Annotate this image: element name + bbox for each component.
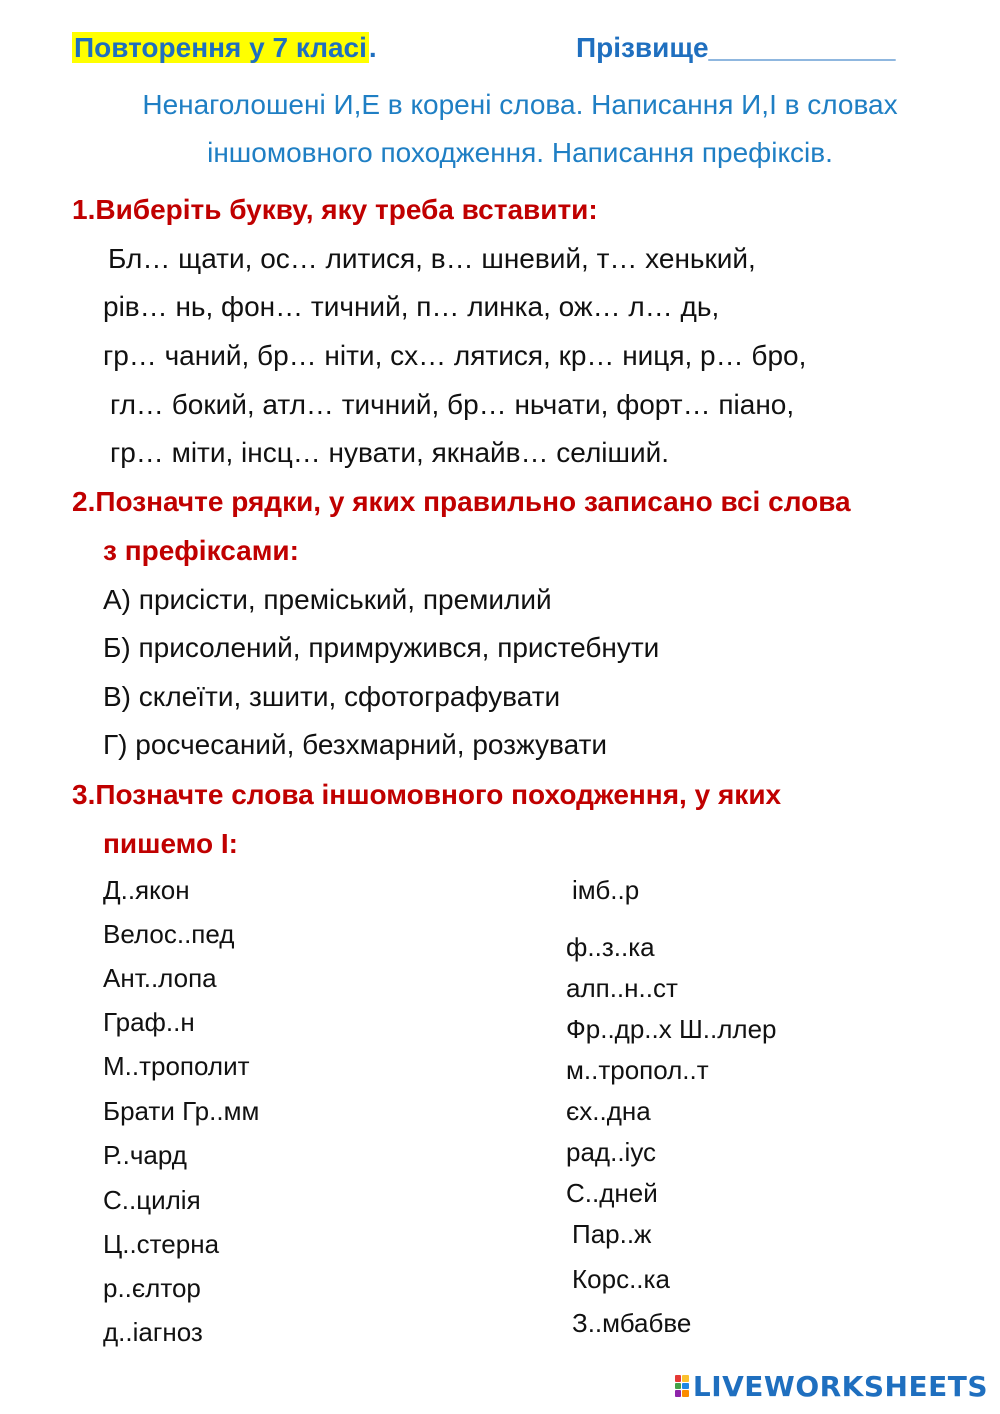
subtitle-line-1: Ненаголошені И,Е в корені слова. Написання И,І в словах bbox=[142, 89, 898, 120]
word-item-left: Граф..н bbox=[103, 1007, 195, 1037]
task-2-option-c: В) склеїти, зшити, сфотографувати bbox=[103, 681, 561, 712]
word-item-left: М..трополит bbox=[103, 1051, 250, 1081]
word-item-right: З..мбабве bbox=[572, 1308, 692, 1338]
surname-field-label: Прізвище____________ bbox=[576, 32, 896, 63]
task-1-line: гр… міти, інсц… нувати, якнайв… селіший. bbox=[110, 437, 670, 468]
word-item-right: м..тропол..т bbox=[566, 1055, 709, 1085]
logo-text: LIVEWORKSHEETS bbox=[692, 1369, 988, 1403]
word-item-left: С..цилія bbox=[103, 1185, 201, 1215]
logo-square bbox=[682, 1390, 689, 1397]
liveworksheets-logo[interactable] bbox=[675, 1366, 988, 1406]
word-item-right: Корс..ка bbox=[572, 1264, 670, 1294]
task-1-line: рів… нь, фон… тичний, п… линка, ож… л… дь, bbox=[103, 291, 720, 322]
word-item-left: д..іагноз bbox=[103, 1317, 203, 1347]
word-item-left: Ц..стерна bbox=[103, 1229, 220, 1259]
logo-square bbox=[682, 1375, 689, 1382]
task-2-heading-cont: з префіксами: bbox=[103, 535, 299, 566]
task-2-heading: 2.Позначте рядки, у яких правильно записано всі слова bbox=[72, 486, 851, 517]
title-highlight: Повторення у 7 класі bbox=[74, 32, 367, 63]
word-item-right: С..дней bbox=[566, 1178, 658, 1208]
word-item-left: Брати Гр..мм bbox=[103, 1096, 260, 1126]
logo-square bbox=[682, 1383, 689, 1390]
subtitle-line-2: іншомовного походження. Написання префіксів. bbox=[207, 137, 833, 168]
word-item-right: алп..н..ст bbox=[566, 973, 678, 1003]
word-item-right: Фр..др..х Ш..ллер bbox=[566, 1014, 777, 1044]
logo-square bbox=[675, 1383, 682, 1390]
word-item-left: Велос..пед bbox=[103, 919, 235, 949]
task-2-option-d: Г) росчесаний, безхмарний, розжувати bbox=[103, 729, 608, 760]
worksheet-title bbox=[72, 26, 377, 70]
word-item-left: Ант..лопа bbox=[103, 963, 217, 993]
word-item-left: р..єлтор bbox=[103, 1273, 201, 1303]
task-2-option-a: А) присісти, преміський, премилий bbox=[103, 584, 552, 615]
task-1-line: гл… бокий, атл… тичний, бр… ньчати, форт… піано, bbox=[110, 389, 795, 420]
task-3-heading-cont: пишемо І: bbox=[103, 828, 238, 859]
task-2-option-b: Б) присолений, примружився, пристебнути bbox=[103, 632, 660, 663]
word-item-right: ф..з..ка bbox=[566, 932, 655, 962]
task-3-heading: 3.Позначте слова іншомовного походження, у яких bbox=[72, 779, 782, 810]
logo-square bbox=[675, 1390, 682, 1397]
word-item-left: Р..чард bbox=[103, 1140, 187, 1170]
word-item-left: Д..якон bbox=[103, 875, 190, 905]
task-1-heading: 1.Виберіть букву, яку треба вставити: bbox=[72, 194, 598, 225]
word-item-right: рад..іус bbox=[566, 1137, 657, 1167]
word-item-right: єх..дна bbox=[566, 1096, 651, 1126]
task-1-line: Бл… щати, ос… литися, в… шневий, т… хенький, bbox=[108, 243, 756, 274]
word-item-right: Пар..ж bbox=[572, 1219, 652, 1249]
liveworksheets-icon bbox=[675, 1375, 689, 1397]
word-item-right: імб..р bbox=[572, 875, 640, 905]
task-1-line: гр… чаний, бр… ніти, сх… лятися, кр… ниця, р… бро, bbox=[103, 340, 807, 371]
logo-square bbox=[675, 1375, 682, 1382]
title-dot: . bbox=[368, 32, 377, 63]
